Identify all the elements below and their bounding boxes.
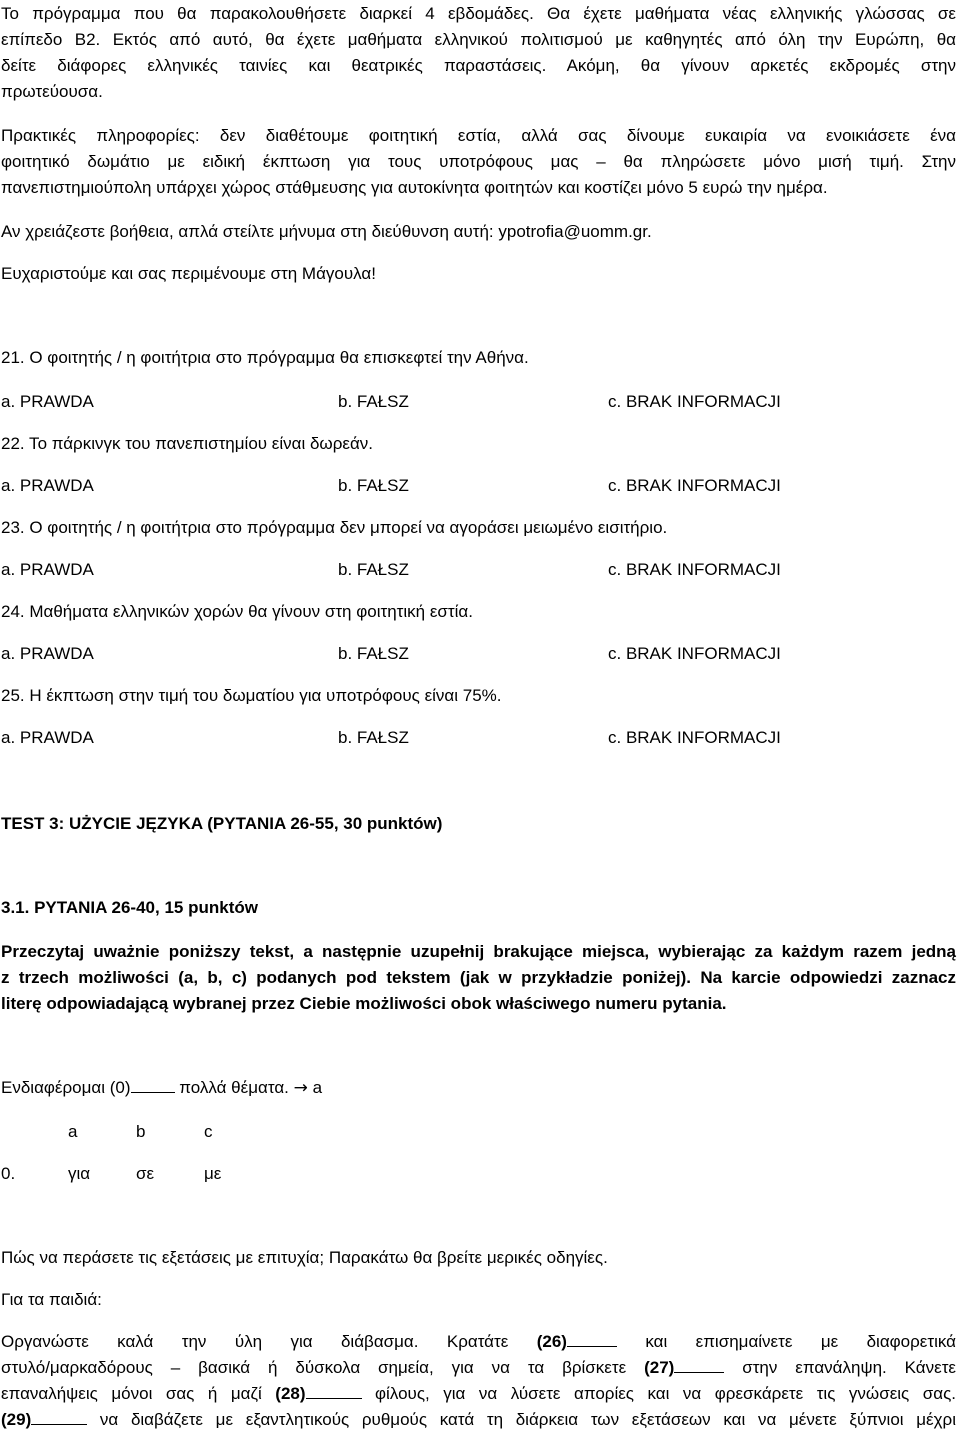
instructions-line: literę odpowiadającą wybranej przez Ciebie możliwości obok właściwego numeru pytania. <box>1 994 727 1013</box>
reading-line: επίπεδο Β2. Εκτός από αυτό, θα έχετε μαθήματα ελληνικού πολιτισμού με καθηγητές από όλη την Ευρώπη, θα <box>1 30 956 49</box>
option-b: b. FAŁSZ <box>338 392 409 411</box>
question-21: 21. Ο φοιτητής / η φοιτήτρια στο πρόγραμμα θα επισκεφτεί την Αθήνα. <box>1 348 529 367</box>
reading-line: Ευχαριστούμε και σας περιμένουμε στη Μάγουλα! <box>1 264 376 283</box>
question-24: 24. Μαθήματα ελληνικών χορών θα γίνουν στη φοιτητική εστία. <box>1 602 473 621</box>
cloze-text: στην επανάληψη. Κάνετε <box>724 1358 957 1377</box>
example-sentence <box>1 1076 956 1100</box>
option-a: a. PRAWDA <box>1 644 94 663</box>
example-text-before: Ενδιαφέρομαι (0) <box>1 1078 131 1097</box>
option-b: b. FAŁSZ <box>338 728 409 747</box>
cloze-text: Οργανώστε καλά την ύλη για διάβασμα. Κρατάτε <box>1 1332 537 1351</box>
example-row-label: 0. <box>1 1164 16 1183</box>
gap-blank-27 <box>674 1356 724 1373</box>
choice-header-c: c <box>204 1122 213 1141</box>
option-b: b. FAŁSZ <box>338 644 409 663</box>
reading-line: πανεπιστημιούπολη υπάρχει χώρος στάθμευσης για αυτοκίνητα φοιτητών και κοστίζει μόνο 5 ευρώ την ημέρα. <box>1 178 828 197</box>
instructions-line: Przeczytaj uważnie poniższy tekst, a następnie uzupełnij brakujące miejsca, wybierając za każdym razem jedną <box>1 942 956 961</box>
option-a: a. PRAWDA <box>1 560 94 579</box>
option-c: c. BRAK INFORMACJI <box>608 392 781 411</box>
cloze-line <box>1 1382 956 1406</box>
option-a: a. PRAWDA <box>1 392 94 411</box>
example-text-after: πολλά θέματα. <box>174 1078 294 1097</box>
arrow-right-icon: → <box>293 1078 308 1098</box>
example-blank <box>131 1076 175 1093</box>
cloze-text: να διαβάζετε με εξαντλητικούς ρυθμούς κατά τη διάρκεια των εξετάσεων και να μένετε ξύπνιοι μέχρι <box>87 1410 956 1429</box>
reading-line: πρωτεύουσα. <box>1 82 103 101</box>
cloze-line <box>1 1330 956 1354</box>
choice-c: με <box>204 1164 222 1183</box>
option-b: b. FAŁSZ <box>338 560 409 579</box>
gap-number-28: (28) <box>275 1384 306 1403</box>
section-heading: TEST 3: UŻYCIE JĘZYKA (PYTANIA 26-55, 30 punktów) <box>1 814 443 833</box>
reading-line: Πρακτικές πληροφορίες: δεν διαθέτουμε φοιτητική εστία, αλλά σας δίνουμε ευκαιρία να ενοικιάσετε ένα <box>1 126 956 145</box>
cloze-subtitle: Για τα παιδιά: <box>1 1290 102 1309</box>
gap-number-26: (26) <box>536 1332 567 1351</box>
choice-header-b: b <box>136 1122 146 1141</box>
option-a: a. PRAWDA <box>1 476 94 495</box>
option-c: c. BRAK INFORMACJI <box>608 644 781 663</box>
reading-line: δείτε διάφορες ελληνικές ταινίες και θεατρικές παραστάσεις. Ακόμη, θα γίνουν αρκετές εκδρομές στην <box>1 56 956 75</box>
gap-blank-29 <box>31 1408 87 1425</box>
cloze-intro: Πώς να περάσετε τις εξετάσεις με επιτυχία; Παρακάτω θα βρείτε μερικές οδηγίες. <box>1 1248 608 1267</box>
option-c: c. BRAK INFORMACJI <box>608 476 781 495</box>
choice-b: σε <box>136 1164 155 1183</box>
reading-line: Το πρόγραμμα που θα παρακολουθήσετε διαρκεί 4 εβδομάδες. Θα έχετε μαθήματα νέας ελληνικής γλώσσας σε <box>1 4 956 23</box>
instructions-line: z trzech możliwości (a, b, c) podanych pod tekstem (jak w przykładzie poniżej). Na karcie odpowiedzi zaznacz <box>1 968 956 987</box>
option-c: c. BRAK INFORMACJI <box>608 728 781 747</box>
gap-number-27: (27) <box>644 1358 675 1377</box>
question-25: 25. Η έκπτωση στην τιμή του δωματίου για υποτρόφους είναι 75%. <box>1 686 502 705</box>
subsection-heading: 3.1. PYTANIA 26-40, 15 punktów <box>1 898 258 917</box>
cloze-text: επαναλήψεις μόνοι σας ή μαζί <box>1 1384 276 1403</box>
question-23: 23. Ο φοιτητής / η φοιτήτρια στο πρόγραμμα δεν μπορεί να αγοράσει μειωμένο εισιτήριο. <box>1 518 668 537</box>
option-b: b. FAŁSZ <box>338 476 409 495</box>
gap-number-29: (29) <box>1 1410 32 1429</box>
reading-line: Αν χρειάζεστε βοήθεια, απλά στείλτε μήνυμα στη διεύθυνση αυτή: ypotrofia@uomm.gr. <box>1 222 652 241</box>
option-c: c. BRAK INFORMACJI <box>608 560 781 579</box>
option-a: a. PRAWDA <box>1 728 94 747</box>
choice-header-a: a <box>68 1122 78 1141</box>
cloze-text: φίλους, για να λύσετε απορίες και να φρεσκάρετε τις γνώσεις σας. <box>361 1384 956 1403</box>
cloze-text: στυλό/μαρκαδόρους – βασικά ή δύσκολα σημεία, για να τα βρίσκετε <box>1 1358 645 1377</box>
reading-line: φοιτητικό δωμάτιο με ειδική έκπτωση για τους υποτρόφους μας – θα πληρώσετε μόνο μισή τιμή. Στην <box>1 152 956 171</box>
gap-blank-28 <box>306 1382 362 1399</box>
cloze-line <box>1 1356 956 1380</box>
example-answer: a <box>307 1078 323 1097</box>
gap-blank-26 <box>567 1330 617 1347</box>
question-22: 22. Το πάρκινγκ του πανεπιστημίου είναι δωρεάν. <box>1 434 374 453</box>
cloze-text: και επισημαίνετε με διαφορετικά <box>616 1332 956 1351</box>
choice-a: για <box>68 1164 91 1183</box>
cloze-line <box>1 1408 956 1432</box>
